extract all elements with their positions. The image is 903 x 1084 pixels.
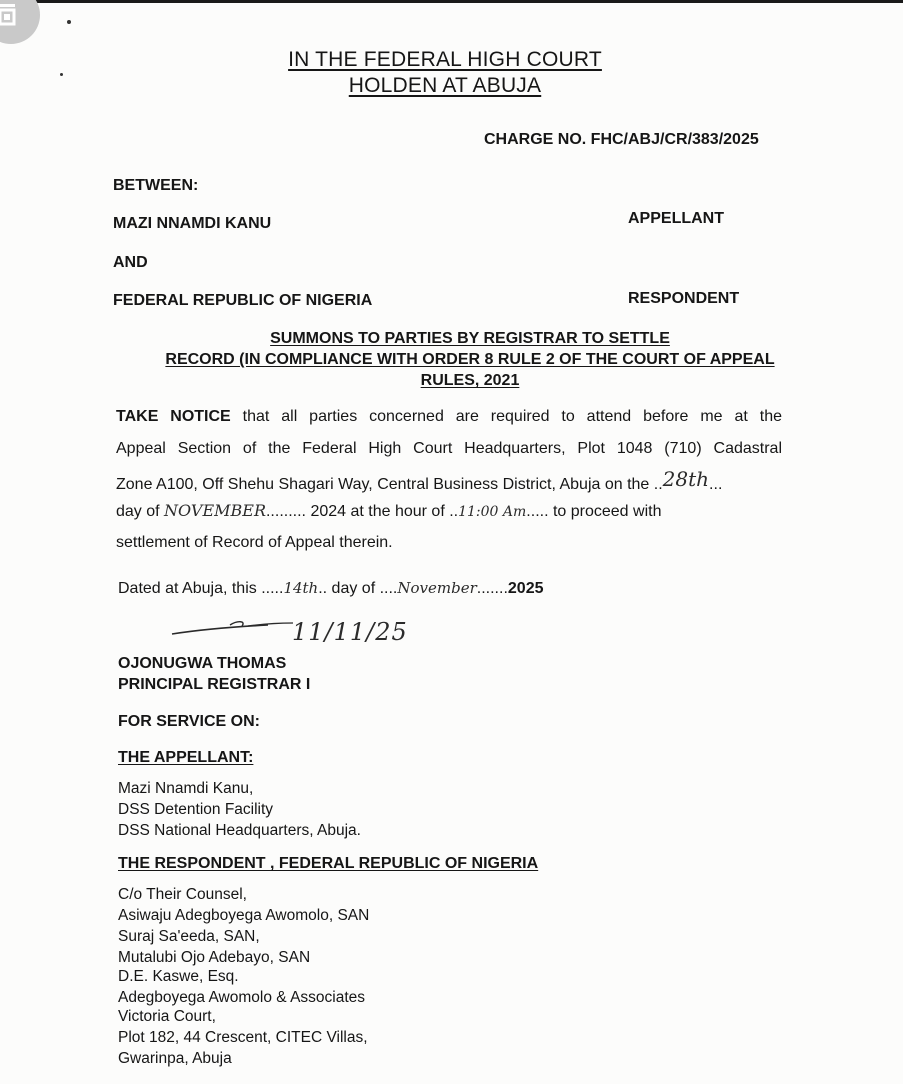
registrar-signature-icon [168, 614, 298, 644]
overlay-badge-icon[interactable] [0, 0, 40, 44]
appellant-name: MAZI NNAMDI KANU [113, 215, 272, 232]
respondent-name: FEDERAL REPUBLIC OF NIGERIA [113, 292, 373, 309]
respondent-address-line: Victoria Court, [118, 1008, 216, 1025]
registrar-name: OJONUGWA THOMAS [118, 655, 287, 672]
charge-number: CHARGE NO. FHC/ABJ/CR/383/2025 [484, 131, 759, 148]
appellant-address-line: DSS Detention Facility [118, 801, 274, 818]
dated-prefix: Dated at Abuja, this ..... [118, 580, 284, 597]
court-name: IN THE FEDERAL HIGH COURT [288, 48, 602, 71]
notice-line-2: Appeal Section of the Federal High Court Headquarters, Plot 1048 (710) Cadastral [116, 440, 782, 457]
notice-line-4 [116, 501, 782, 521]
respondent-address-line: C/o Their Counsel, [118, 886, 247, 903]
between-label: BETWEEN: [113, 177, 199, 194]
handwritten-dated-month: November [397, 579, 477, 597]
respondent-address-line: Asiwaju Adegboyega Awomolo, SAN [118, 907, 370, 924]
respondent-address-line: Mutalubi Ojo Adebayo, SAN [118, 949, 311, 966]
handwritten-time: 11:00 Am [458, 504, 527, 520]
notice-line-1 [116, 408, 782, 426]
scan-speck [67, 20, 71, 24]
page-top-edge [0, 0, 903, 3]
summons-title-line1: SUMMONS TO PARTIES BY REGISTRAR TO SETTLE [270, 330, 670, 347]
appellant-role: APPELLANT [628, 210, 724, 227]
dated-dots: ....... [476, 580, 508, 597]
notice-proceed: ..... to proceed with [526, 503, 662, 520]
notice-hour-of: at the hour of .. [346, 503, 459, 520]
summons-title-line2: RECORD (IN COMPLIANCE WITH ORDER 8 RULE 2 OF THE COURT OF APPEAL [165, 351, 775, 368]
notice-day-of: day of [116, 503, 160, 520]
summons-title-line3: RULES, 2021 [420, 372, 520, 389]
appellant-service-heading: THE APPELLANT: [118, 749, 254, 766]
service-label: FOR SERVICE ON: [118, 713, 260, 730]
dated-year: 2025 [507, 580, 544, 597]
notice-lead: TAKE NOTICE [116, 408, 231, 425]
badge-glyph-icon [0, 2, 18, 26]
notice-line-3-dots: ... [709, 476, 723, 493]
dated-day-of: .. day of .... [318, 580, 398, 597]
handwritten-signature-date: 11/11/25 [292, 618, 408, 646]
notice-line-3 [116, 467, 782, 494]
respondent-address-line: Gwarinpa, Abuja [118, 1050, 232, 1067]
and-label: AND [113, 254, 148, 271]
dated-line [118, 579, 543, 598]
notice-year: ......... 2024 [265, 503, 347, 520]
registrar-title: PRINCIPAL REGISTRAR I [118, 676, 311, 693]
notice-line-3-text: Zone A100, Off Shehu Shagari Way, Central Business District, Abuja on the .. [116, 476, 663, 493]
respondent-role: RESPONDENT [628, 290, 740, 307]
respondent-address-line: Plot 182, 44 Crescent, CITEC Villas, [118, 1029, 368, 1046]
handwritten-day: 28th [662, 467, 710, 491]
respondent-address-line: D.E. Kaswe, Esq. [118, 968, 239, 985]
court-location: HOLDEN AT ABUJA [348, 74, 542, 97]
handwritten-dated-day: 14th [283, 579, 319, 597]
scan-speck [60, 73, 63, 76]
respondent-address-line: Adegboyega Awomolo & Associates [118, 989, 366, 1006]
respondent-address-line: Suraj Sa'eeda, SAN, [118, 928, 260, 945]
handwritten-month: NOVEMBER [164, 501, 266, 520]
appellant-address-line: DSS National Headquarters, Abuja. [118, 822, 361, 839]
respondent-service-heading: THE RESPONDENT , FEDERAL REPUBLIC OF NIGERIA [118, 855, 539, 872]
notice-line-1-text: that all parties concerned are required to attend before me at the [242, 408, 782, 425]
appellant-address-line: Mazi Nnamdi Kanu, [118, 780, 254, 797]
notice-line-5: settlement of Record of Appeal therein. [116, 534, 393, 551]
